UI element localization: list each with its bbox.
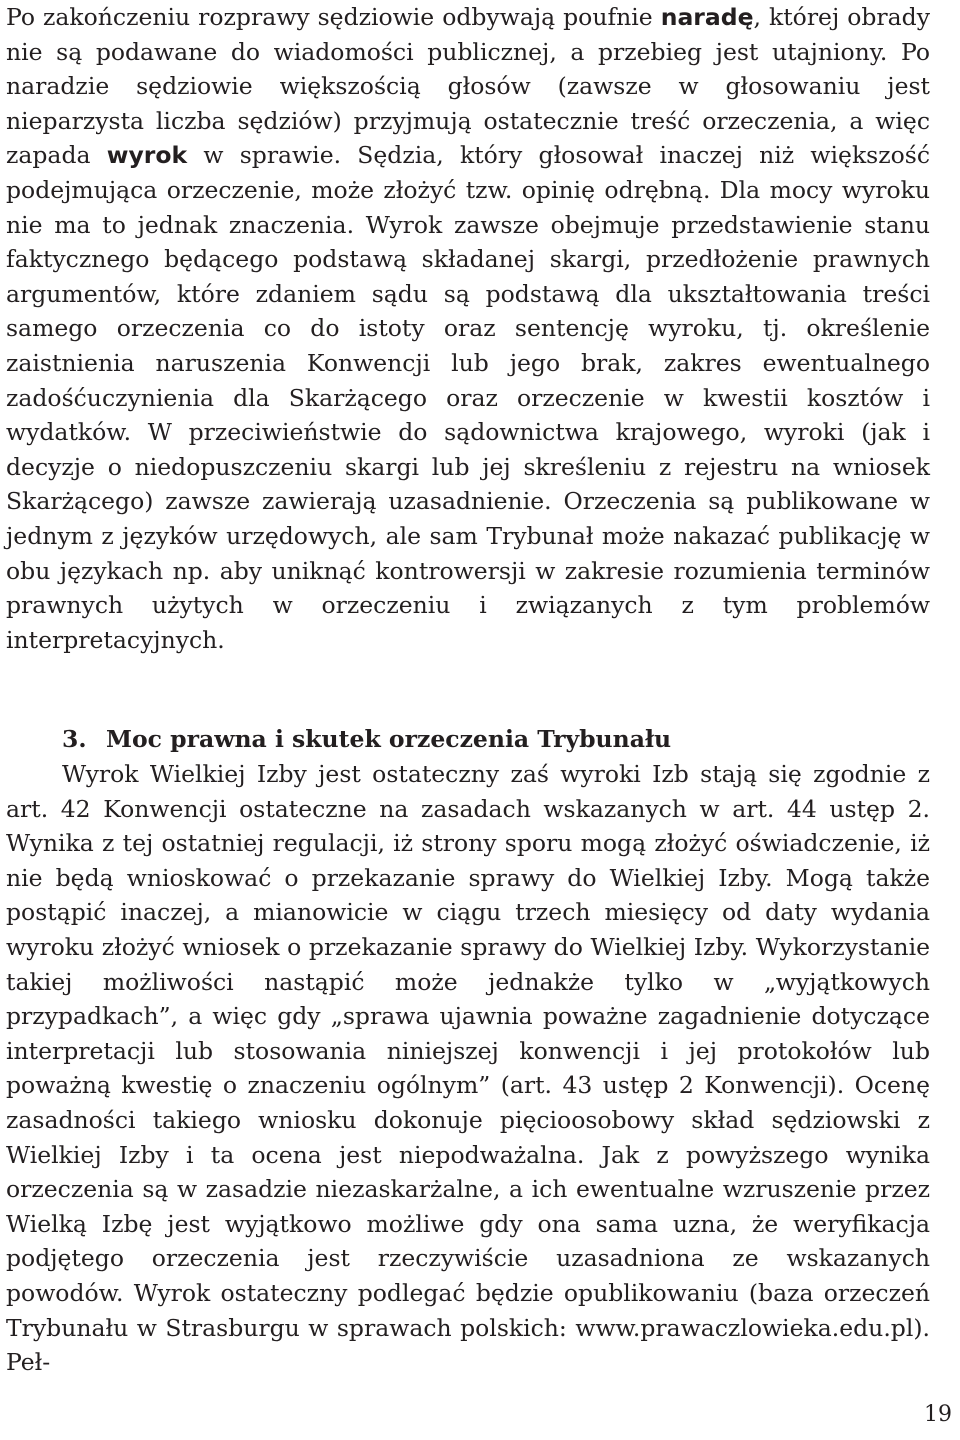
section-title: Moc prawna i skutek orzeczenia Trybunału — [106, 725, 672, 753]
section-number: 3. — [62, 725, 87, 753]
section-heading — [62, 722, 671, 756]
bold-term-narade: naradę — [660, 3, 754, 31]
paragraph-legal-effect: Wyrok Wielkiej Izby jest ostateczny zaś wyroki Izb stają się zgodnie z art. 42 Konwencji ostateczne na zasadach wskazanych w art. 44 ustęp 2. Wynika z tej ostatniej regulacji, iż strony sporu mogą złożyć oświadczenie, iż nie będą wnioskować o przekazanie sprawy do Wielkiej Izby. Mogą także postąpić inaczej, a mianowicie w ciągu trzech miesięcy od daty wydania wyroku złożyć wniosek o przekazanie sprawy do Wielkiej Izby. Wykorzystanie takiej możliwości nastąpić może jednakże tylko w „wyjątkowych przypadkach”, a więc gdy „sprawa ujawnia poważne zagadnienie dotyczące interpretacji lub stosowania niniejszej konwencji i jej protokołów lub poważną kwestię o znaczeniu ogólnym” (art. 43 ustęp 2 Konwencji). Ocenę zasadności takiego wniosku dokonuje pięcioosobowy skład sędziowski z Wielkiej Izby i ta ocena jest niepodważalna. Jak z powyższego wynika orzeczenia są w zasadzie niezaskarżalne, a ich ewentualne wzruszenie przez Wielką Izbę jest wyjątkowo możliwe gdy ona sama uzna, że weryfikacja podjętego orzeczenia jest rzeczywiście uzasadniona ze wskazanych powodów. Wyrok ostateczny podlegać będzie opublikowaniu (baza orzeczeń Trybunału w Strasburgu w sprawach polskich: www.prawaczlowieka.edu.pl). Peł- — [6, 760, 930, 1377]
paragraph-deliberation — [6, 0, 930, 657]
paragraph-text-segment: , której obrady nie są podawane do wiadomości publicznej, a przebieg jest utajniony. Po naradzie sędziowie większością głosów (zawsze w głosowaniu jest nieparzysta liczba sędziów) przyjmują ostatecznie treść orzeczenia, a więc zapada — [6, 3, 930, 170]
page-number: 19 — [924, 1402, 952, 1427]
paragraph-text-segment: Po zakończeniu rozprawy sędziowie odbywają poufnie — [6, 3, 661, 31]
bold-term-wyrok: wyrok — [106, 141, 188, 170]
paragraph-text-segment: w sprawie. Sędzia, który głosował inaczej niż większość podejmująca orzeczenie, może złożyć tzw. opinię odrębną. Dla mocy wyroku nie ma to jednak znaczenia. Wyrok zawsze obejmuje przedstawienie stanu faktycznego będącego podstawą składanej skargi, przedłożenie prawnych argumentów, które zdaniem sądu są podstawą dla ukształtowania treści samego orzeczenia co do istoty oraz sentencję wyroku, tj. określenie zaistnienia naruszenia Konwencji lub jego brak, zakres ewentualnego zadośćuczynienia dla Skarżącego oraz orzeczenie w kwestii kosztów i wydatków. W przeciwieństwie do sądownictwa krajowego, wyroki (jak i decyzje o niedopuszczeniu skargi lub jej skreśleniu z rejestru na wniosek Skarżącego) zawsze zawierają uzasadnienie. Orzeczenia są publikowane w jednym z języków urzędowych, ale sam Trybunał może nakazać publikację w obu językach np. aby uniknąć kontrowersji w zakresie rozumienia terminów prawnych użytych w orzeczeniu i związanych z tym problemów interpretacyjnych. — [6, 141, 930, 654]
